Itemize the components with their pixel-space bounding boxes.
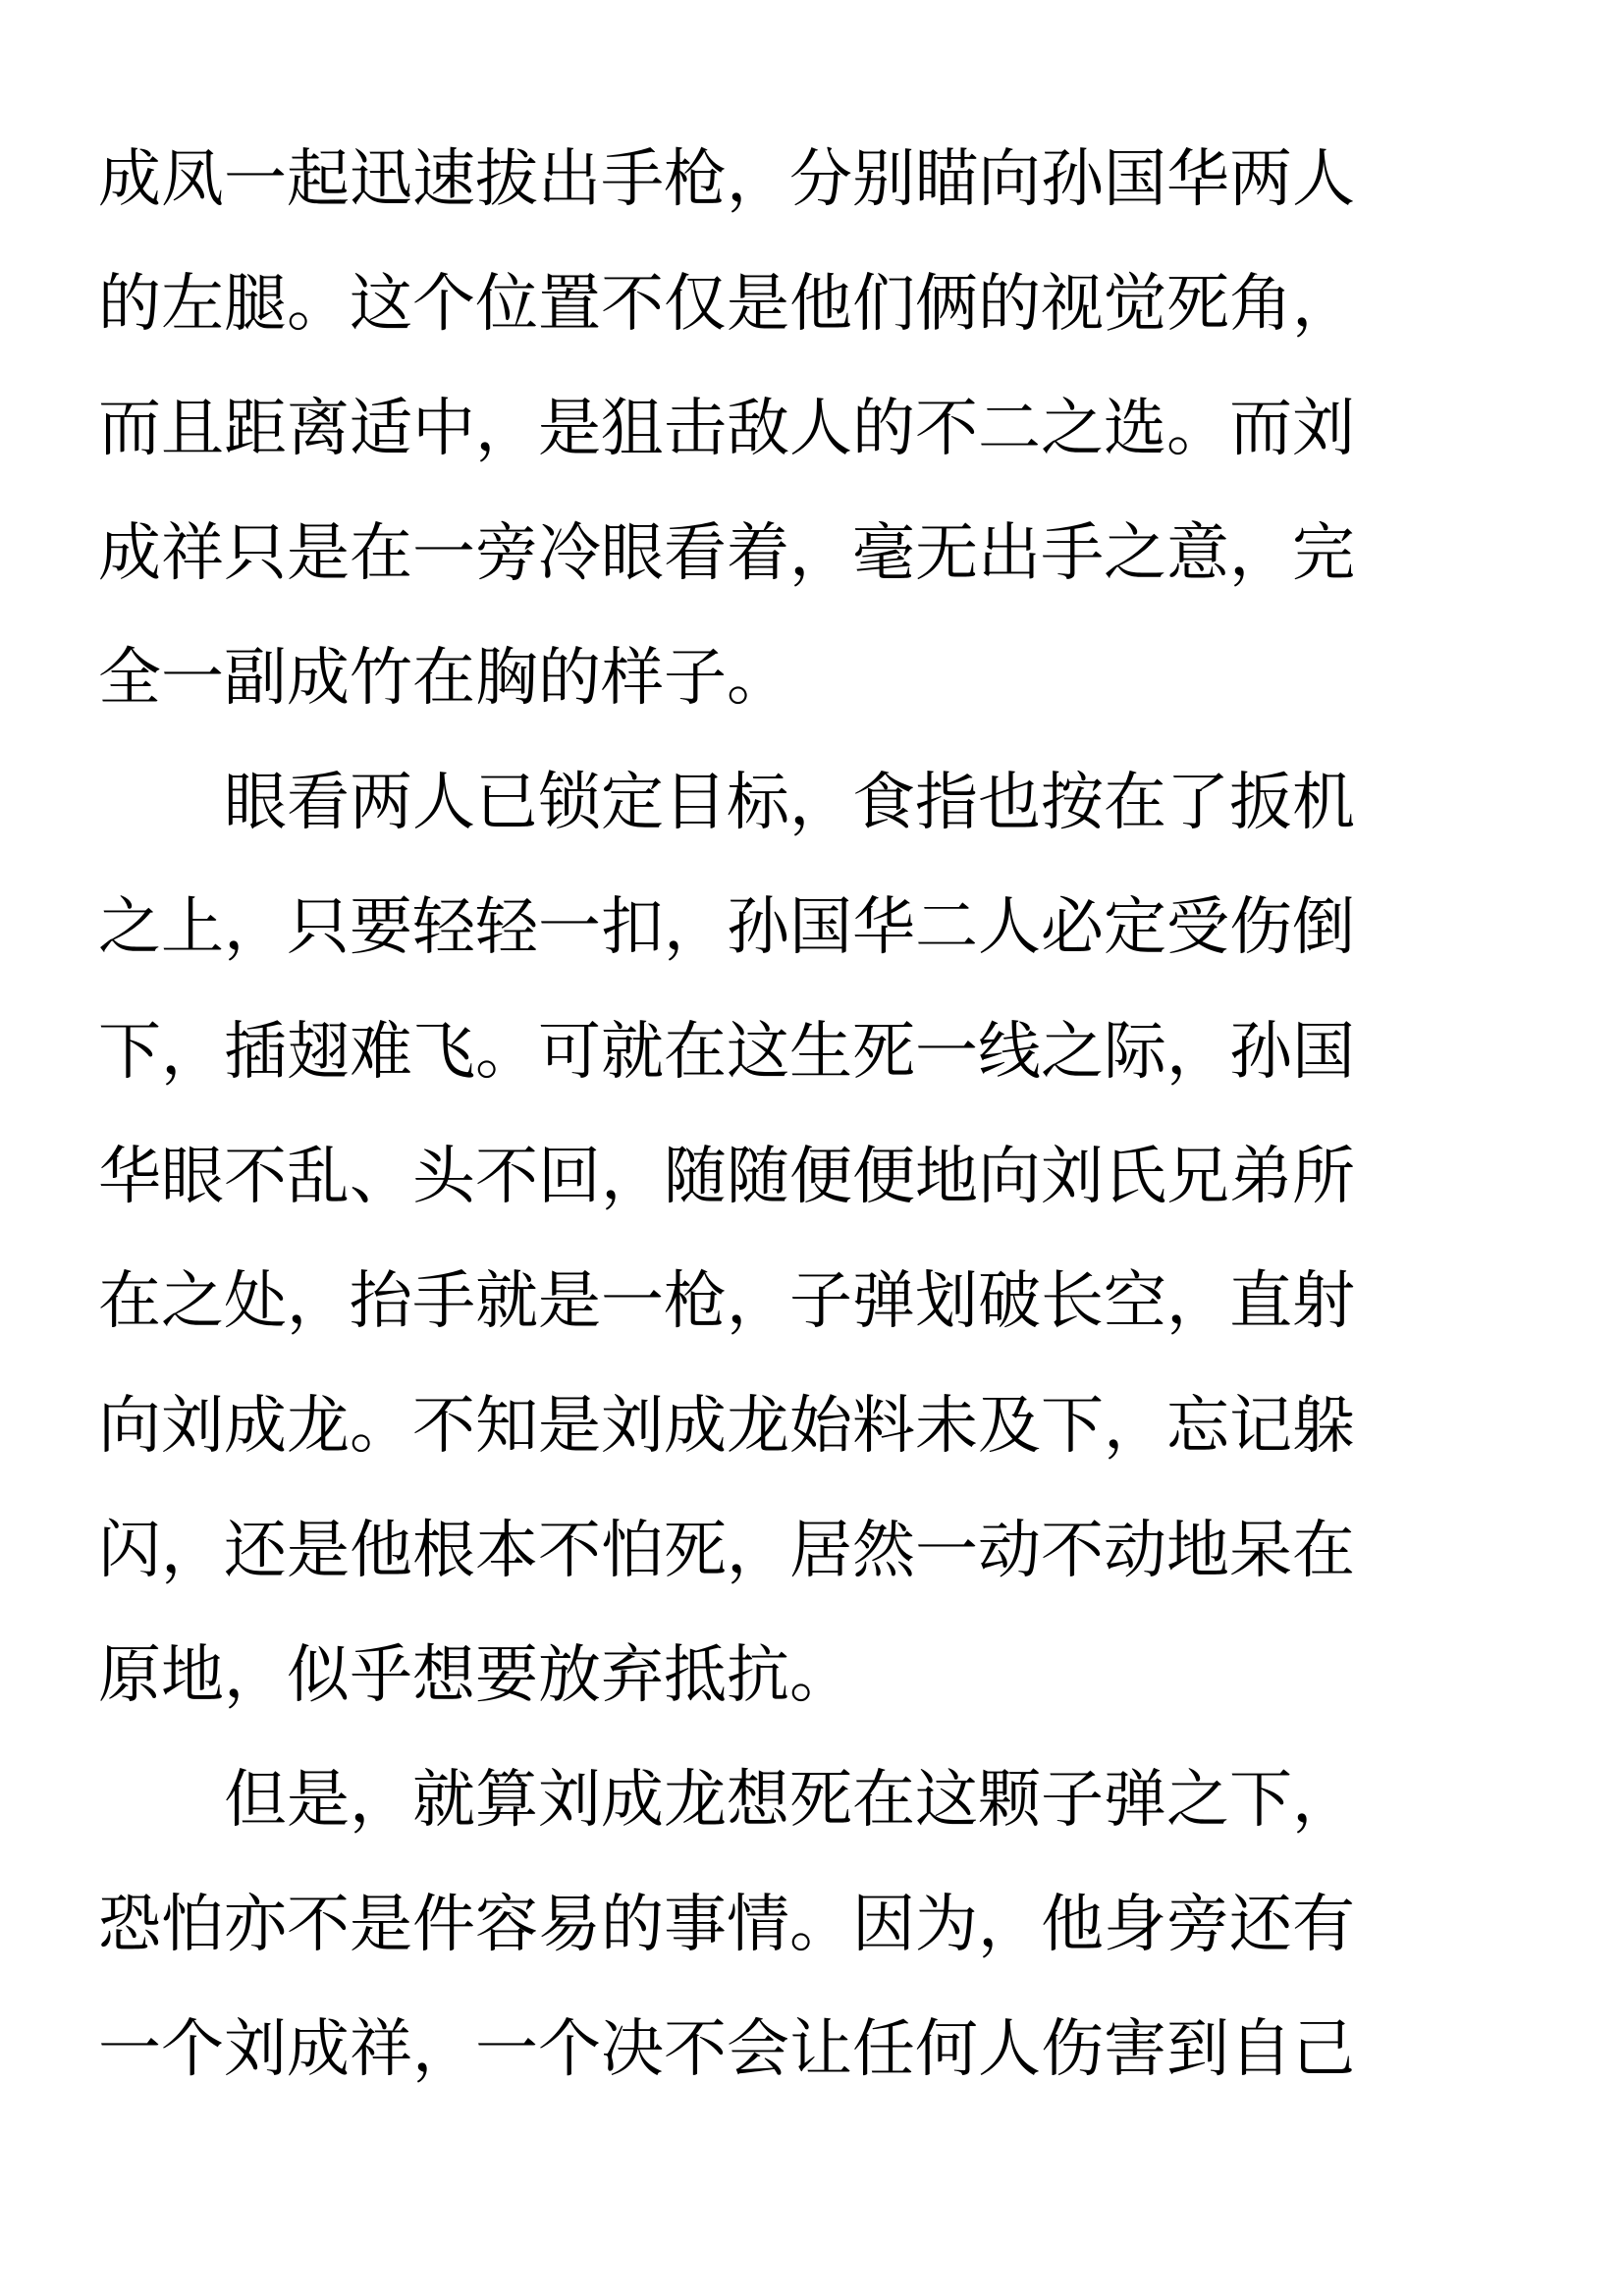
text-line: 原地，似乎想要放弃抵抗。 <box>98 1639 852 1712</box>
text-line: 全一副成竹在胸的样子。 <box>98 642 789 715</box>
text-line: 向刘成龙。不知是刘成龙始料未及下，忘记躲 <box>98 1390 1355 1463</box>
text-line: 而且距离适中，是狙击敌人的不二之选。而刘 <box>98 393 1355 465</box>
text-line: 下，插翅难飞。可就在这生死一线之际，孙国 <box>98 1016 1355 1089</box>
text-line: 成凤一起迅速拔出手枪，分别瞄向孙国华两人 <box>98 143 1355 216</box>
text-line: 成祥只是在一旁冷眼看着，毫无出手之意，完 <box>98 517 1355 590</box>
paragraph-first-line: 眼看两人已锁定目标，食指也按在了扳机 <box>224 767 1355 839</box>
text-line: 的左腿。这个位置不仅是他们俩的视觉死角， <box>98 268 1355 341</box>
text-line: 华眼不乱、头不回，随随便便地向刘氏兄弟所 <box>98 1141 1355 1213</box>
body-text <box>98 118 1551 2112</box>
text-line: 闪，还是他根本不怕死，居然一动不动地呆在 <box>98 1515 1355 1587</box>
text-line: 在之处，抬手就是一枪，子弹划破长空，直射 <box>98 1265 1355 1338</box>
text-line: 之上，只要轻轻一扣，孙国华二人必定受伤倒 <box>98 891 1355 964</box>
text-line: 一个刘成祥，一个决不会让任何人伤害到自己 <box>98 2013 1355 2086</box>
text-line: 恐怕亦不是件容易的事情。因为，他身旁还有 <box>98 1889 1355 1961</box>
paragraph-first-line: 但是，就算刘成龙想死在这颗子弹之下， <box>224 1764 1355 1837</box>
